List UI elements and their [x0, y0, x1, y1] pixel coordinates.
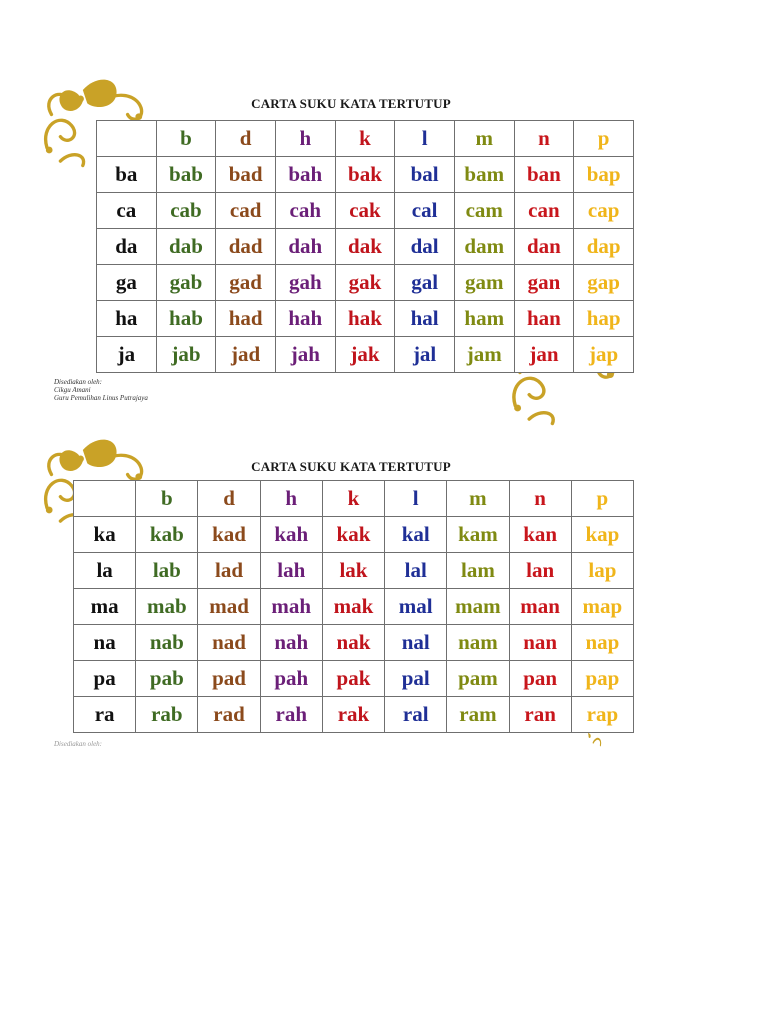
syllable-cell: kad [198, 517, 260, 553]
credit-line: Disediakan oleh: [54, 378, 103, 386]
column-header: h [260, 481, 322, 517]
syllable-cell: nam [447, 625, 509, 661]
column-header: m [454, 121, 514, 157]
corner-cell [74, 481, 136, 517]
syllable-cell: cal [395, 193, 455, 229]
syllable-cell: pal [385, 661, 447, 697]
column-header: b [136, 481, 198, 517]
row-header: ma [74, 589, 136, 625]
table-row [74, 697, 634, 733]
syllable-cell: pan [509, 661, 571, 697]
column-header: p [574, 121, 634, 157]
column-header: n [514, 121, 574, 157]
syllable-cell: nah [260, 625, 322, 661]
syllable-cell: ran [509, 697, 571, 733]
row-header: ra [74, 697, 136, 733]
column-header: k [335, 121, 395, 157]
syllable-cell: jan [514, 337, 574, 373]
syllable-cell: dap [574, 229, 634, 265]
credit-line: Disediakan oleh: [54, 740, 103, 748]
row-header: ba [97, 157, 157, 193]
syllable-cell: lad [198, 553, 260, 589]
syllable-cell: cab [156, 193, 216, 229]
syllable-cell: gap [574, 265, 634, 301]
syllable-cell: gal [395, 265, 455, 301]
syllable-cell: lak [322, 553, 384, 589]
syllable-cell: kah [260, 517, 322, 553]
syllable-cell: mab [136, 589, 198, 625]
syllable-cell: dan [514, 229, 574, 265]
syllable-cell: cap [574, 193, 634, 229]
syllable-cell: jab [156, 337, 216, 373]
syllable-cell: nap [571, 625, 633, 661]
syllable-cell: dah [275, 229, 335, 265]
syllable-cell: rap [571, 697, 633, 733]
column-header: b [156, 121, 216, 157]
syllable-cell: dam [454, 229, 514, 265]
syllable-cell: can [514, 193, 574, 229]
row-header: da [97, 229, 157, 265]
table-row [74, 625, 634, 661]
column-header: d [198, 481, 260, 517]
syllable-cell: map [571, 589, 633, 625]
syllable-cell: cam [454, 193, 514, 229]
syllable-table [73, 480, 634, 733]
row-header: la [74, 553, 136, 589]
syllable-cell: hap [574, 301, 634, 337]
syllable-cell: bap [574, 157, 634, 193]
syllable-cell: pap [571, 661, 633, 697]
table-row [74, 661, 634, 697]
syllable-cell: gah [275, 265, 335, 301]
syllable-cell: pam [447, 661, 509, 697]
syllable-cell: nan [509, 625, 571, 661]
syllable-cell: bam [454, 157, 514, 193]
syllable-cell: mal [385, 589, 447, 625]
syllable-cell: pad [198, 661, 260, 697]
table-row [97, 193, 634, 229]
syllable-cell: mam [447, 589, 509, 625]
syllable-cell: rad [198, 697, 260, 733]
credit-note [54, 378, 148, 402]
chart-title: CARTA SUKU KATA TERTUTUP [251, 459, 451, 474]
syllable-cell: jah [275, 337, 335, 373]
syllable-cell: gab [156, 265, 216, 301]
syllable-cell: rab [136, 697, 198, 733]
syllable-cell: kal [385, 517, 447, 553]
syllable-cell: ham [454, 301, 514, 337]
syllable-cell: nad [198, 625, 260, 661]
header-row [74, 481, 634, 517]
syllable-cell: bad [216, 157, 276, 193]
syllable-cell: pah [260, 661, 322, 697]
header-row [97, 121, 634, 157]
syllable-cell: mah [260, 589, 322, 625]
syllable-cell: jap [574, 337, 634, 373]
syllable-cell: dak [335, 229, 395, 265]
syllable-cell: kak [322, 517, 384, 553]
syllable-cell: gad [216, 265, 276, 301]
table-row [97, 229, 634, 265]
syllable-cell: man [509, 589, 571, 625]
column-header: d [216, 121, 276, 157]
syllable-cell: gak [335, 265, 395, 301]
corner-cell [97, 121, 157, 157]
syllable-cell: gam [454, 265, 514, 301]
syllable-cell: cad [216, 193, 276, 229]
syllable-cell: kan [509, 517, 571, 553]
syllable-cell: pak [322, 661, 384, 697]
syllable-cell: dal [395, 229, 455, 265]
chart-title: CARTA SUKU KATA TERTUTUP [251, 96, 451, 111]
column-header: h [275, 121, 335, 157]
credit-note [54, 740, 102, 748]
syllable-cell: pab [136, 661, 198, 697]
table-row [74, 553, 634, 589]
syllable-cell: nal [385, 625, 447, 661]
syllable-cell: cak [335, 193, 395, 229]
syllable-chart-1 [38, 70, 620, 426]
syllable-cell: jak [335, 337, 395, 373]
syllable-cell: lam [447, 553, 509, 589]
credit-line: Guru Pemulihan Linus Putrajaya [54, 394, 148, 402]
syllable-cell: hah [275, 301, 335, 337]
syllable-cell: lal [385, 553, 447, 589]
syllable-cell: hab [156, 301, 216, 337]
table-row [74, 517, 634, 553]
syllable-cell: nak [322, 625, 384, 661]
syllable-table [96, 120, 634, 373]
table-row [97, 157, 634, 193]
syllable-cell: lan [509, 553, 571, 589]
table-row [97, 337, 634, 373]
syllable-cell: jam [454, 337, 514, 373]
column-header: p [571, 481, 633, 517]
column-header: k [322, 481, 384, 517]
syllable-cell: had [216, 301, 276, 337]
syllable-cell: jad [216, 337, 276, 373]
syllable-cell: han [514, 301, 574, 337]
column-header: l [395, 121, 455, 157]
syllable-cell: mad [198, 589, 260, 625]
syllable-cell: gan [514, 265, 574, 301]
column-header: m [447, 481, 509, 517]
table-row [74, 589, 634, 625]
column-header: n [509, 481, 571, 517]
syllable-cell: hal [395, 301, 455, 337]
row-header: ja [97, 337, 157, 373]
syllable-cell: rah [260, 697, 322, 733]
row-header: ka [74, 517, 136, 553]
syllable-cell: bab [156, 157, 216, 193]
syllable-cell: lab [136, 553, 198, 589]
syllable-cell: bak [335, 157, 395, 193]
row-header: pa [74, 661, 136, 697]
row-header: ca [97, 193, 157, 229]
table-row [97, 265, 634, 301]
table-row [97, 301, 634, 337]
syllable-cell: ban [514, 157, 574, 193]
credit-line: Cikgu Amani [54, 386, 91, 394]
syllable-cell: kab [136, 517, 198, 553]
syllable-chart-2 [38, 430, 623, 748]
syllable-cell: mak [322, 589, 384, 625]
syllable-cell: kam [447, 517, 509, 553]
syllable-cell: lah [260, 553, 322, 589]
syllable-cell: rak [322, 697, 384, 733]
syllable-cell: cah [275, 193, 335, 229]
syllable-cell: dad [216, 229, 276, 265]
syllable-cell: ral [385, 697, 447, 733]
syllable-cell: kap [571, 517, 633, 553]
syllable-cell: hak [335, 301, 395, 337]
syllable-cell: nab [136, 625, 198, 661]
syllable-cell: ram [447, 697, 509, 733]
syllable-cell: lap [571, 553, 633, 589]
syllable-cell: bah [275, 157, 335, 193]
column-header: l [385, 481, 447, 517]
syllable-cell: jal [395, 337, 455, 373]
syllable-cell: dab [156, 229, 216, 265]
row-header: ga [97, 265, 157, 301]
row-header: na [74, 625, 136, 661]
syllable-cell: bal [395, 157, 455, 193]
row-header: ha [97, 301, 157, 337]
